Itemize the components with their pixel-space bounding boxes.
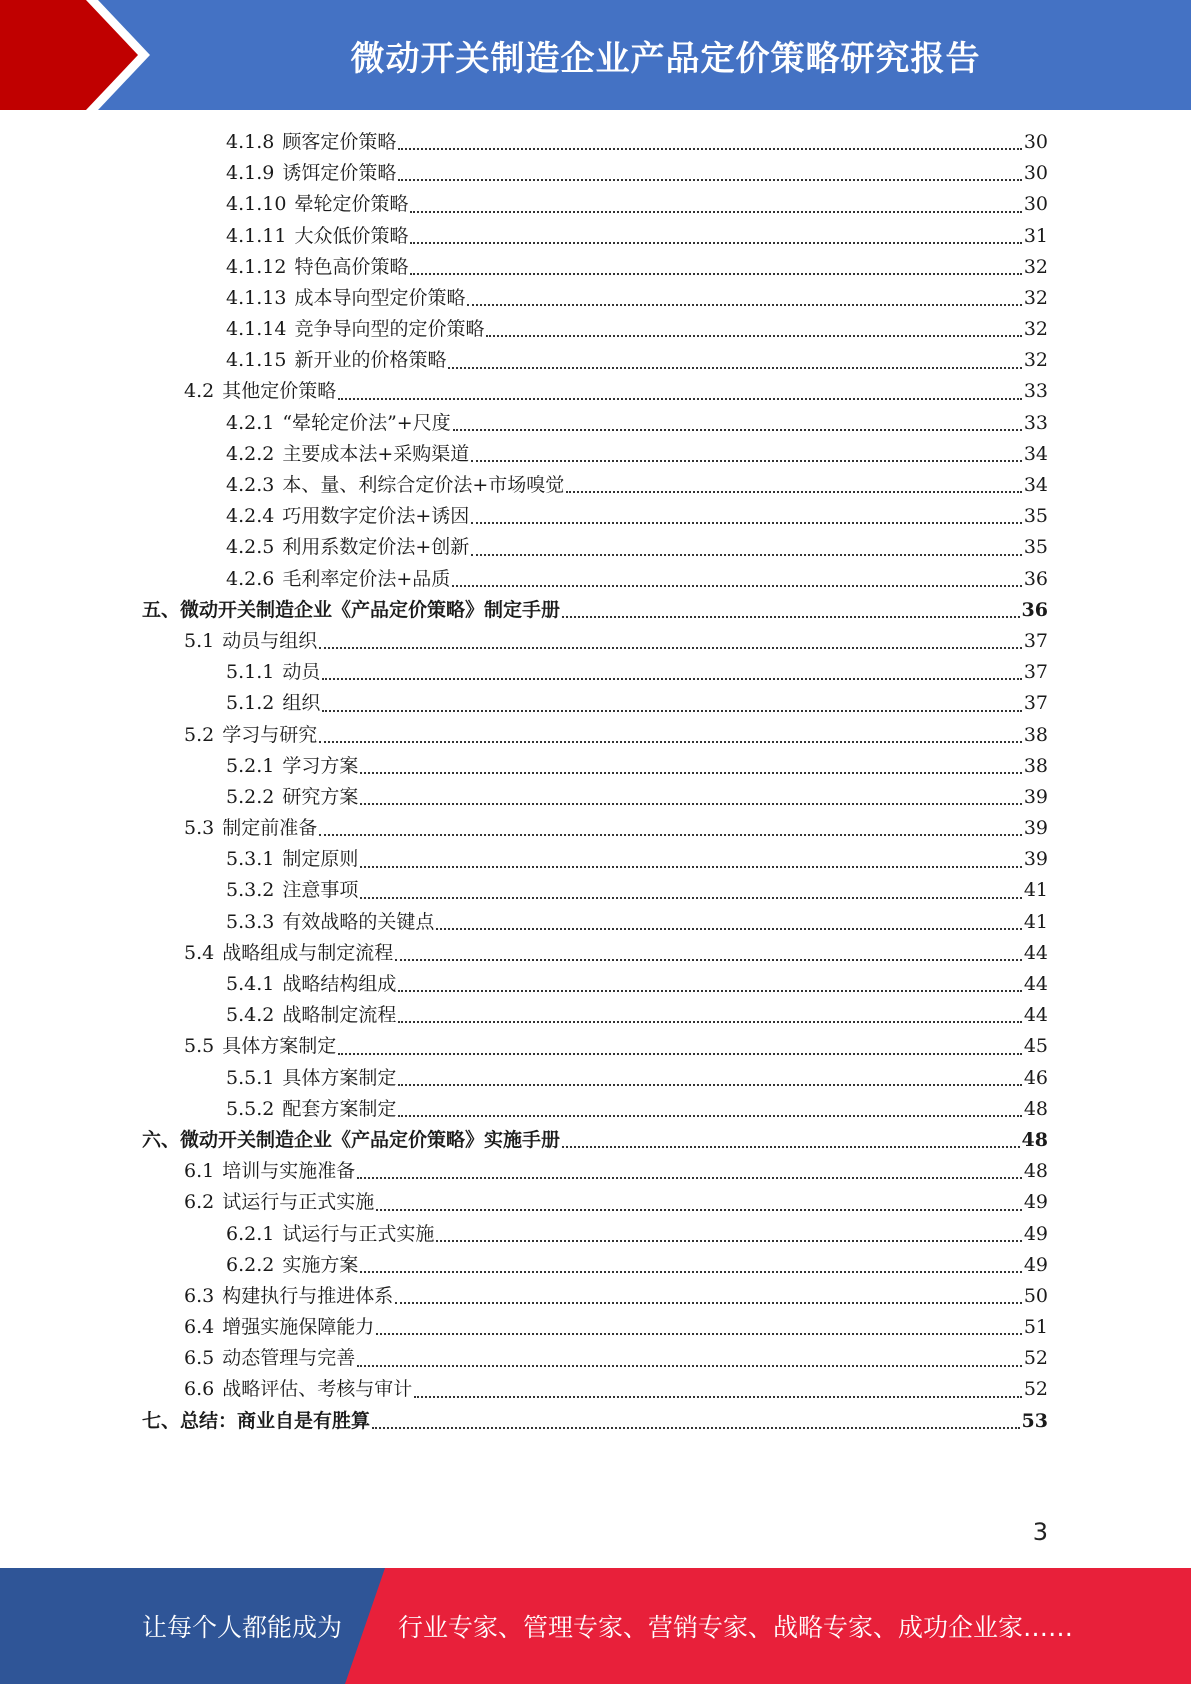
toc-entry-title: 竞争导向型的定价策略	[294, 318, 485, 341]
toc-dot-leader	[319, 813, 1022, 844]
toc-dot-leader	[395, 938, 1022, 969]
toc-entry-title: 顾客定价策略	[282, 130, 397, 153]
toc-entry-page: 46	[1023, 1066, 1048, 1089]
toc-entry-page: 49	[1023, 1253, 1048, 1276]
toc-entry[interactable]	[142, 439, 1048, 470]
toc-entry-title: 组织	[282, 692, 321, 715]
toc-dot-leader	[410, 221, 1021, 252]
toc-entry-number: 4.1.11	[226, 224, 287, 247]
page-footer	[0, 1568, 1191, 1684]
toc-entry-number: 4.2	[184, 380, 215, 403]
toc-entry-title: 增强实施保障能力	[222, 1316, 375, 1339]
toc-entry-page: 41	[1023, 879, 1048, 902]
toc-entry-title: 新开业的价格策略	[294, 349, 447, 372]
toc-entry-page: 30	[1023, 193, 1048, 216]
toc-dot-leader	[360, 782, 1021, 813]
toc-dot-leader	[376, 1187, 1022, 1218]
toc-entry-page: 51	[1023, 1316, 1048, 1339]
toc-entry-number: 5.4.1	[226, 973, 275, 996]
toc-entry-title: 微动开关制造企业《产品定价策略》实施手册	[180, 1128, 561, 1151]
toc-entry-page: 37	[1023, 692, 1048, 715]
toc-entry[interactable]	[142, 626, 1048, 657]
toc-entry-title: 制定前准备	[222, 817, 318, 840]
toc-entry-title: 具体方案制定	[222, 1035, 337, 1058]
toc-entry[interactable]	[142, 314, 1048, 345]
toc-dot-leader	[319, 626, 1022, 657]
toc-dot-leader	[436, 907, 1021, 938]
toc-entry[interactable]	[142, 252, 1048, 283]
footer-slogan-left: 让每个人都能成为	[142, 1613, 343, 1642]
toc-dot-leader	[398, 127, 1021, 158]
toc-entry[interactable]	[142, 595, 1048, 626]
toc-dot-leader	[486, 314, 1021, 345]
toc-entry-title: 配套方案制定	[282, 1097, 397, 1120]
toc-entry-page: 53	[1021, 1409, 1048, 1432]
toc-entry-number: 4.2.3	[226, 474, 275, 497]
toc-entry-title: 动员	[282, 661, 321, 684]
toc-entry-page: 44	[1023, 941, 1048, 964]
toc-dot-leader	[319, 720, 1022, 751]
toc-entry[interactable]	[142, 1375, 1048, 1406]
toc-entry-title: 实施方案	[282, 1253, 359, 1276]
toc-entry-title: 微动开关制造企业《产品定价策略》制定手册	[180, 598, 561, 621]
toc-entry-title: 试运行与正式实施	[282, 1222, 435, 1245]
toc-entry-title: 特色高价策略	[294, 255, 409, 278]
toc-entry-number: 6.4	[184, 1316, 215, 1339]
toc-dot-leader	[360, 844, 1021, 875]
toc-entry-title: 战略制定流程	[282, 1004, 397, 1027]
toc-entry-number: 五、	[142, 598, 181, 621]
toc-entry[interactable]	[142, 221, 1048, 252]
toc-entry-page: 32	[1023, 255, 1048, 278]
toc-entry-title: 晕轮定价策略	[294, 193, 409, 216]
toc-entry-page: 36	[1023, 567, 1048, 590]
toc-entry-title: 培训与实施准备	[222, 1160, 356, 1183]
footer-slogan-right: 行业专家、管理专家、营销专家、战略专家、成功企业家……	[398, 1613, 1074, 1642]
toc-entry[interactable]	[142, 1219, 1048, 1250]
toc-entry[interactable]	[142, 1031, 1048, 1062]
toc-entry-number: 5.3.3	[226, 910, 275, 933]
toc-dot-leader	[471, 532, 1022, 563]
toc-entry-page: 30	[1023, 130, 1048, 153]
toc-entry-title: 具体方案制定	[282, 1066, 397, 1089]
toc-entry-page: 32	[1023, 286, 1048, 309]
toc-entry-page: 49	[1023, 1222, 1048, 1245]
toc-entry[interactable]	[142, 720, 1048, 751]
toc-entry-title: 学习与研究	[222, 723, 318, 746]
toc-entry-title: 有效战略的关键点	[282, 910, 435, 933]
toc-dot-leader	[357, 1156, 1022, 1187]
toc-entry-number: 4.1.13	[226, 286, 287, 309]
toc-entry-number: 4.1.9	[226, 162, 275, 185]
toc-entry-title: 动态管理与完善	[222, 1347, 356, 1370]
toc-entry-title: 战略评估、考核与审计	[222, 1378, 413, 1401]
toc-entry[interactable]	[142, 1000, 1048, 1031]
toc-entry-page: 35	[1023, 505, 1048, 528]
toc-entry[interactable]	[142, 1187, 1048, 1218]
toc-entry-page: 50	[1023, 1284, 1048, 1307]
toc-entry[interactable]	[142, 876, 1048, 907]
toc-entry-number: 4.1.14	[226, 318, 287, 341]
toc-entry-page: 49	[1023, 1191, 1048, 1214]
toc-dot-leader	[448, 345, 1021, 376]
toc-entry-title: 研究方案	[282, 785, 359, 808]
toc-entry-page: 38	[1023, 754, 1048, 777]
toc-entry-page: 41	[1023, 910, 1048, 933]
toc-entry-page: 38	[1023, 723, 1048, 746]
toc-entry[interactable]	[142, 969, 1048, 1000]
toc-entry-number: 5.3	[184, 817, 215, 840]
page-number: 3	[1032, 1518, 1048, 1546]
toc-dot-leader	[395, 1281, 1022, 1312]
toc-entry-number: 6.1	[184, 1160, 215, 1183]
toc-entry-number: 4.2.4	[226, 505, 275, 528]
toc-entry-number: 4.1.15	[226, 349, 287, 372]
toc-dot-leader	[453, 408, 1022, 439]
toc-entry-number: 5.2.1	[226, 754, 275, 777]
toc-entry-page: 37	[1023, 629, 1048, 652]
toc-entry-number: 4.1.12	[226, 255, 287, 278]
toc-dot-leader	[414, 1375, 1022, 1406]
toc-dot-leader	[467, 283, 1021, 314]
toc-entry[interactable]	[142, 501, 1048, 532]
toc-entry-page: 44	[1023, 1004, 1048, 1027]
toc-dot-leader	[360, 751, 1021, 782]
toc-entry[interactable]	[142, 1094, 1048, 1125]
toc-dot-leader	[398, 1063, 1021, 1094]
toc-dot-leader	[562, 595, 1020, 626]
toc-entry[interactable]	[142, 158, 1048, 189]
toc-entry-number: 6.5	[184, 1347, 215, 1370]
toc-entry-page: 39	[1023, 785, 1048, 808]
toc-entry-number: 5.5.1	[226, 1066, 275, 1089]
toc-entry-title: 战略结构组成	[282, 973, 397, 996]
toc-dot-leader	[566, 470, 1022, 501]
toc-entry-page: 34	[1023, 442, 1048, 465]
toc-entry-number: 6.2.2	[226, 1253, 275, 1276]
toc-entry-number: 六、	[142, 1128, 181, 1151]
toc-entry-page: 35	[1023, 536, 1048, 559]
toc-entry-number: 5.1.1	[226, 661, 275, 684]
page-header	[0, 0, 1191, 110]
toc-entry-page: 52	[1023, 1378, 1048, 1401]
toc-entry-page: 33	[1023, 411, 1048, 434]
toc-dot-leader	[452, 564, 1022, 595]
toc-entry[interactable]	[142, 751, 1048, 782]
toc-entry-title: 学习方案	[282, 754, 359, 777]
toc-dot-leader	[322, 657, 1021, 688]
toc-entry-number: 5.1	[184, 629, 215, 652]
toc-entry-number: 5.5	[184, 1035, 215, 1058]
toc-entry-title: 利用系数定价法+创新	[282, 536, 470, 559]
toc-entry-page: 52	[1023, 1347, 1048, 1370]
toc-entry-title: 毛利率定价法+品质	[282, 567, 451, 590]
toc-dot-leader	[410, 189, 1021, 220]
toc-entry-title: 制定原则	[282, 848, 359, 871]
toc-entry-page: 45	[1023, 1035, 1048, 1058]
toc-entry-title: 总结：商业自是有胜算	[180, 1409, 371, 1432]
toc-entry-title: 试运行与正式实施	[222, 1191, 375, 1214]
toc-entry-page: 36	[1021, 598, 1048, 621]
toc-entry-title: 主要成本法+采购渠道	[282, 442, 470, 465]
toc-entry-page: 48	[1021, 1128, 1048, 1151]
toc-entry-title: 战略组成与制定流程	[222, 941, 394, 964]
toc-entry-page: 30	[1023, 162, 1048, 185]
toc-entry[interactable]	[142, 1281, 1048, 1312]
toc-entry-title: 成本导向型定价策略	[294, 286, 466, 309]
toc-entry[interactable]	[142, 345, 1048, 376]
toc-dot-leader	[322, 688, 1021, 719]
toc-entry-page: 34	[1023, 474, 1048, 497]
toc-entry-title: 本、量、利综合定价法+市场嗅觉	[282, 474, 565, 497]
toc-entry-page: 39	[1023, 848, 1048, 871]
toc-dot-leader	[360, 1250, 1021, 1281]
toc-entry[interactable]	[142, 1406, 1048, 1437]
toc-entry-number: 5.3.1	[226, 848, 275, 871]
toc-entry[interactable]	[142, 688, 1048, 719]
toc-entry-number: 5.5.2	[226, 1097, 275, 1120]
toc-dot-leader	[398, 969, 1021, 1000]
toc-entry-number: 4.1.8	[226, 130, 275, 153]
toc-dot-leader	[338, 377, 1022, 408]
toc-entry[interactable]	[142, 844, 1048, 875]
toc-dot-leader	[436, 1219, 1021, 1250]
toc-entry[interactable]	[142, 283, 1048, 314]
toc-entry-page: 37	[1023, 661, 1048, 684]
report-title: 微动开关制造企业产品定价策略研究报告	[350, 38, 981, 79]
toc-entry-number: 4.1.10	[226, 193, 287, 216]
toc-entry-page: 32	[1023, 318, 1048, 341]
toc-entry-number: 6.2.1	[226, 1222, 275, 1245]
toc-entry-number: 5.3.2	[226, 879, 275, 902]
toc-dot-leader	[398, 158, 1021, 189]
toc-entry-number: 6.6	[184, 1378, 215, 1401]
toc-entry[interactable]	[142, 1343, 1048, 1374]
toc-entry-title: 构建执行与推进体系	[222, 1284, 394, 1307]
toc-entry-page: 44	[1023, 973, 1048, 996]
table-of-contents	[142, 127, 1048, 1437]
toc-entry[interactable]	[142, 1250, 1048, 1281]
toc-entry-title: 动员与组织	[222, 629, 318, 652]
toc-entry[interactable]	[142, 782, 1048, 813]
toc-entry[interactable]	[142, 657, 1048, 688]
toc-entry-number: 6.2	[184, 1191, 215, 1214]
toc-entry-page: 33	[1023, 380, 1048, 403]
toc-dot-leader	[398, 1000, 1021, 1031]
toc-entry-number: 5.4.2	[226, 1004, 275, 1027]
toc-dot-leader	[398, 1094, 1021, 1125]
toc-entry-page: 48	[1023, 1160, 1048, 1183]
toc-entry[interactable]	[142, 189, 1048, 220]
toc-entry-number: 5.2	[184, 723, 215, 746]
toc-entry-number: 5.2.2	[226, 785, 275, 808]
toc-dot-leader	[372, 1406, 1020, 1437]
toc-entry-number: 4.2.2	[226, 442, 275, 465]
toc-entry[interactable]	[142, 470, 1048, 501]
toc-dot-leader	[471, 439, 1022, 470]
toc-entry-page: 39	[1023, 817, 1048, 840]
toc-entry-title: 其他定价策略	[222, 380, 337, 403]
toc-dot-leader	[471, 501, 1022, 532]
toc-entry-number: 4.2.1	[226, 411, 275, 434]
toc-entry-number: 七、	[142, 1409, 181, 1432]
toc-entry[interactable]	[142, 127, 1048, 158]
toc-entry-title: 诱饵定价策略	[282, 162, 397, 185]
toc-entry[interactable]	[142, 408, 1048, 439]
toc-entry[interactable]	[142, 377, 1048, 408]
toc-entry[interactable]	[142, 1312, 1048, 1343]
toc-entry-number: 4.2.6	[226, 567, 275, 590]
toc-entry[interactable]	[142, 1063, 1048, 1094]
toc-entry-page: 32	[1023, 349, 1048, 372]
toc-entry-title: 注意事项	[282, 879, 359, 902]
toc-entry-number: 4.2.5	[226, 536, 275, 559]
toc-dot-leader	[338, 1031, 1022, 1062]
toc-entry[interactable]	[142, 1156, 1048, 1187]
toc-entry-title: 大众低价策略	[294, 224, 409, 247]
toc-dot-leader	[360, 876, 1021, 907]
toc-entry-title: “晕轮定价法”+尺度	[282, 411, 451, 434]
header-arrow-decoration	[0, 0, 150, 110]
toc-entry-page: 31	[1023, 224, 1048, 247]
toc-dot-leader	[357, 1343, 1022, 1374]
toc-entry[interactable]	[142, 907, 1048, 938]
toc-entry-title: 巧用数字定价法+诱因	[282, 505, 470, 528]
toc-entry[interactable]	[142, 564, 1048, 595]
toc-entry[interactable]	[142, 532, 1048, 563]
toc-dot-leader	[562, 1125, 1020, 1156]
toc-entry[interactable]	[142, 1125, 1048, 1156]
toc-entry[interactable]	[142, 938, 1048, 969]
toc-entry-number: 5.4	[184, 941, 215, 964]
toc-entry-number: 5.1.2	[226, 692, 275, 715]
toc-entry[interactable]	[142, 813, 1048, 844]
toc-dot-leader	[376, 1312, 1022, 1343]
toc-entry-number: 6.3	[184, 1284, 215, 1307]
toc-dot-leader	[410, 252, 1021, 283]
toc-entry-page: 48	[1023, 1097, 1048, 1120]
